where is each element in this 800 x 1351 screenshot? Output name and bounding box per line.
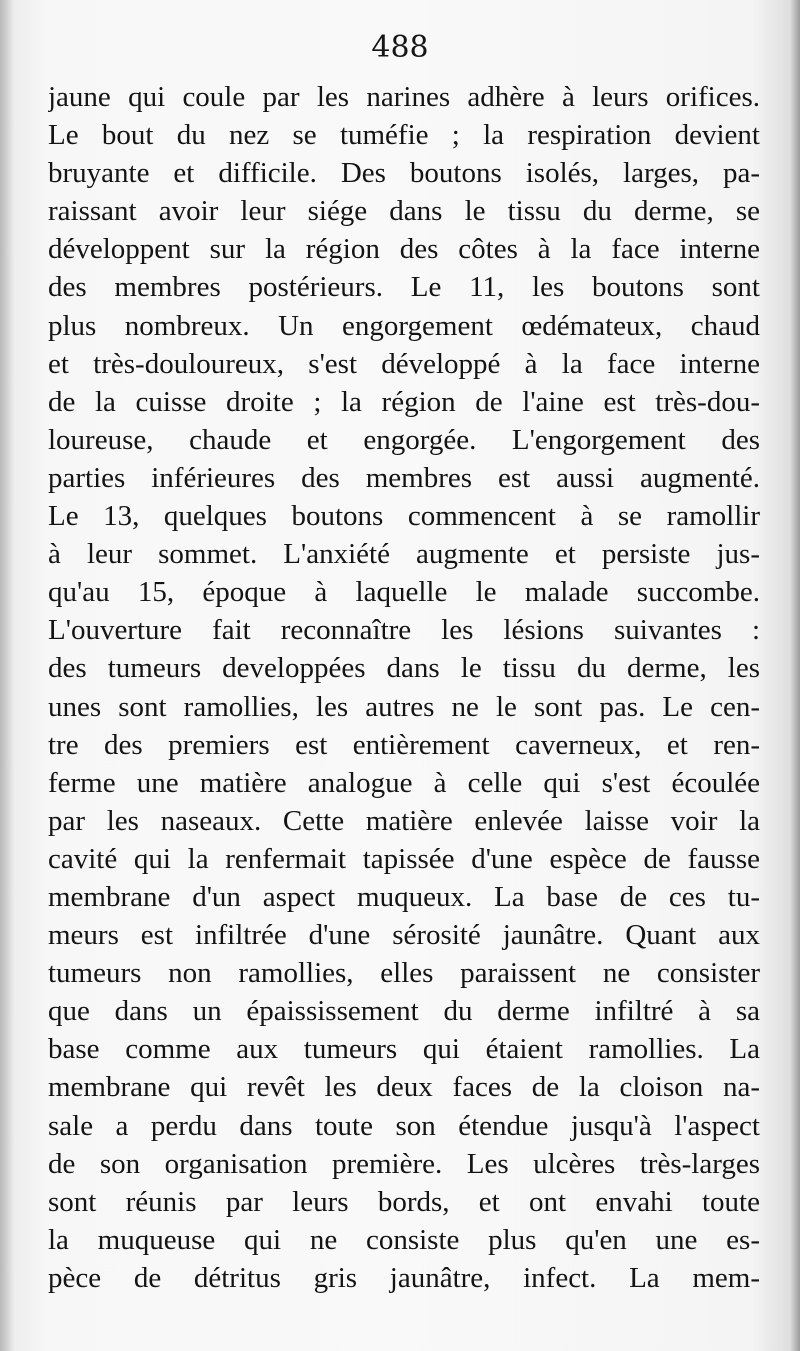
text-line: que dans un épaississement du derme infiltré à sa <box>48 995 760 1028</box>
text-line: des tumeurs developpées dans le tissu du derme, les <box>48 652 760 685</box>
text-line: base comme aux tumeurs qui étaient ramollies. La <box>48 1033 760 1066</box>
text-line: par les naseaux. Cette matière enlevée laisse voir la <box>48 804 760 837</box>
text-line: de son organisation première. Les ulcères très-larges <box>48 1147 760 1180</box>
text-line: sale a perdu dans toute son étendue jusqu'à l'aspect <box>48 1109 760 1142</box>
text-line: à leur sommet. L'anxiété augmente et persiste jus- <box>48 538 760 571</box>
page-edge-shadow <box>790 0 800 1351</box>
text-line: bruyante et difficile. Des boutons isolés, larges, pa- <box>48 157 760 190</box>
text-line: unes sont ramollies, les autres ne le sont pas. Le cen- <box>48 690 760 723</box>
text-line: tre des premiers est entièrement caverneux, et ren- <box>48 728 760 761</box>
page-number: 488 <box>371 30 429 65</box>
text-line: meurs est infiltrée d'une sérosité jaunâtre. Quant aux <box>48 919 760 952</box>
binding-shadow <box>0 0 14 1351</box>
text-line: tumeurs non ramollies, elles paraissent ne consister <box>48 957 760 990</box>
text-line: jaune qui coule par les narines adhère à leurs orifices. <box>48 81 760 113</box>
text-line: parties inférieures des membres est aussi augmenté. <box>48 461 760 494</box>
text-line: membrane qui revêt les deux faces de la cloison na- <box>48 1071 760 1104</box>
text-line: plus nombreux. Un engorgement œdémateux, chaud <box>48 309 760 342</box>
text-line: et très-douloureux, s'est développé à la face interne <box>48 347 760 380</box>
body-text <box>48 78 760 1297</box>
text-line: qu'au 15, époque à laquelle le malade succombe. <box>48 576 760 609</box>
text-line: Le 13, quelques boutons commencent à se ramollir <box>48 500 760 533</box>
text-line: pèce de détritus gris jaunâtre, infect. La mem- <box>48 1261 760 1294</box>
text-line: la muqueuse qui ne consiste plus qu'en une es- <box>48 1223 760 1256</box>
text-line: de la cuisse droite ; la région de l'aine est très-dou- <box>48 385 760 418</box>
text-line: ferme une matière analogue à celle qui s'est écoulée <box>48 766 760 799</box>
text-line: des membres postérieurs. Le 11, les boutons sont <box>48 271 760 304</box>
text-line: sont réunis par leurs bords, et ont envahi toute <box>48 1185 760 1218</box>
text-line: développent sur la région des côtes à la face interne <box>48 233 760 266</box>
text-line: L'ouverture fait reconnaître les lésions suivantes : <box>48 614 760 647</box>
text-line: Le bout du nez se tuméfie ; la respiration devient <box>48 119 760 152</box>
text-line: membrane d'un aspect muqueux. La base de ces tu- <box>48 880 760 913</box>
text-line: loureuse, chaude et engorgée. L'engorgement des <box>48 423 760 456</box>
text-line: cavité qui la renfermait tapissée d'une espèce de fausse <box>48 842 760 875</box>
text-line: raissant avoir leur siége dans le tissu du derme, se <box>48 195 760 228</box>
